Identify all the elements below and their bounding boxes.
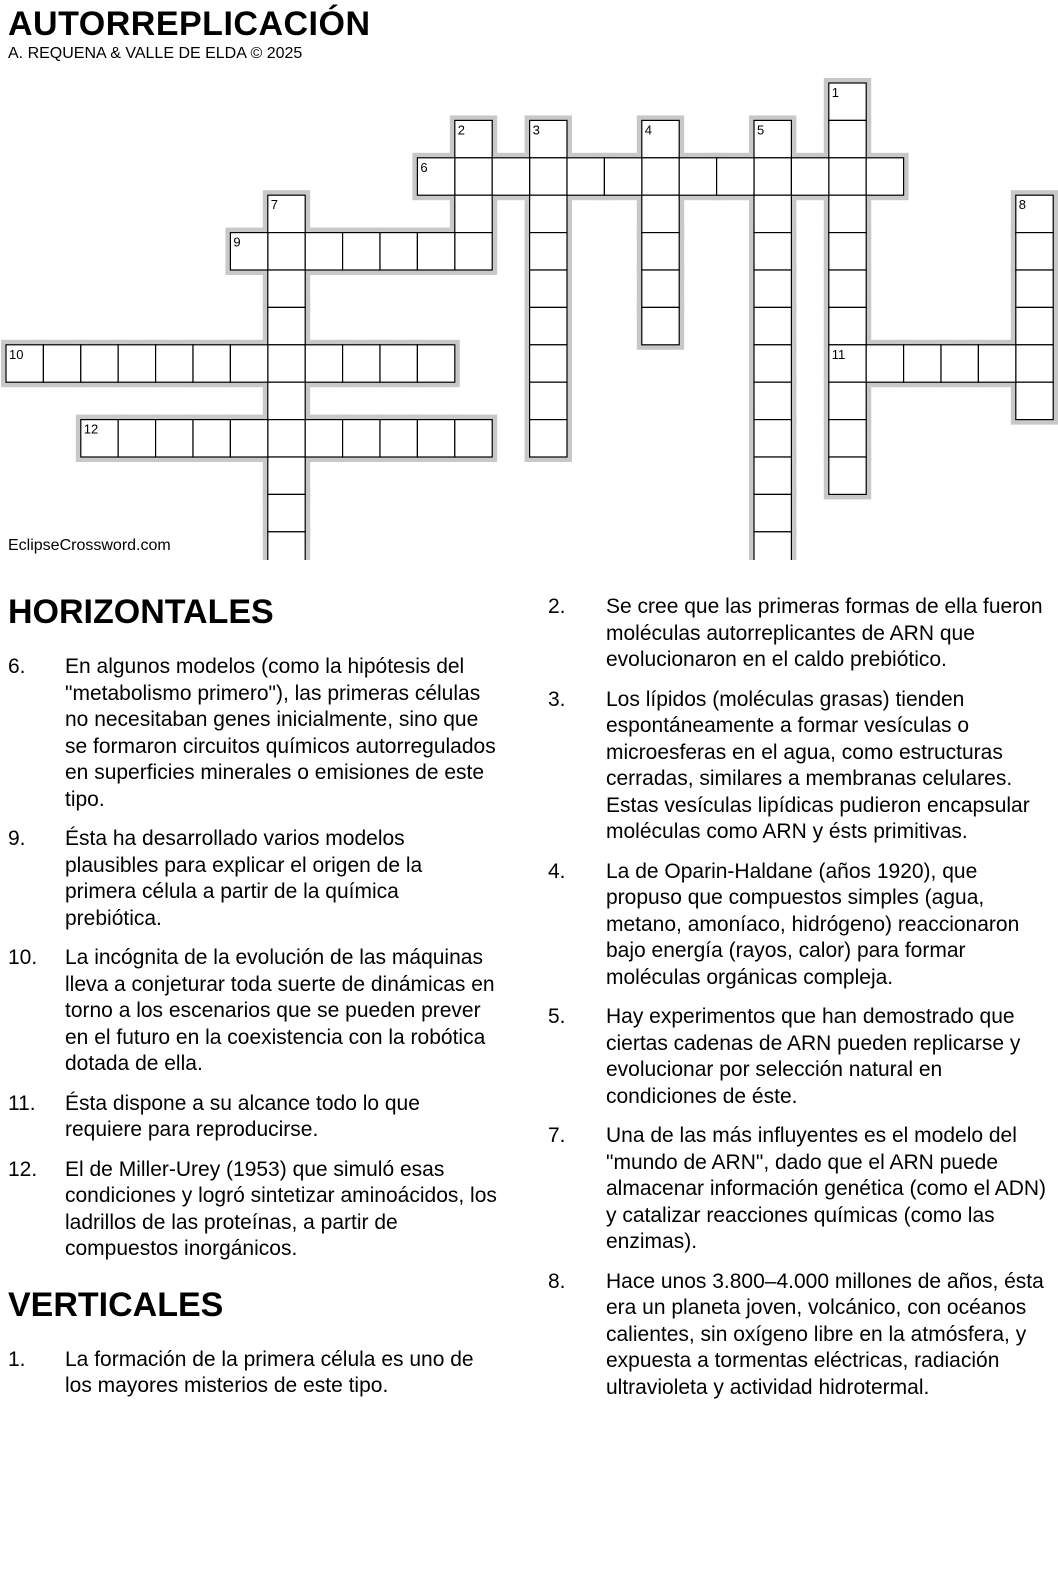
grid-cell[interactable] — [754, 345, 791, 382]
cell-box[interactable] — [754, 382, 791, 419]
cell-box[interactable] — [305, 420, 342, 457]
grid-cell[interactable] — [268, 307, 305, 344]
cell-number: 4 — [644, 122, 653, 138]
grid-cell[interactable] — [754, 494, 791, 531]
grid-cell[interactable] — [829, 457, 866, 494]
clue-text: Hace unos 3.800–4.000 millones de años, ésta era un planeta joven, volcánico, con océanos calientes, sin oxígeno libre en la atmósfera, y expuesta a tormentas eléctricas, radiación ultravioleta y actividad hidrotermal. — [606, 1269, 1044, 1399]
clue-number: 5. — [548, 1005, 566, 1028]
cell-box[interactable] — [530, 307, 567, 344]
cell-number: 12 — [83, 421, 99, 437]
cell-box[interactable] — [380, 345, 417, 382]
grid-cell[interactable] — [417, 158, 454, 195]
cell-number: 10 — [9, 346, 24, 362]
grid-cell[interactable] — [642, 120, 679, 157]
cell-box[interactable] — [754, 494, 791, 531]
clue-text: Ésta dispone a su alcance todo lo que requiere para reproducirse. — [65, 1091, 420, 1141]
grid-cell[interactable] — [455, 195, 492, 232]
cell-box[interactable] — [1016, 270, 1053, 307]
grid-cell[interactable] — [380, 233, 417, 270]
grid-cell[interactable] — [193, 345, 230, 382]
cell-box[interactable] — [193, 345, 230, 382]
cell-box[interactable] — [754, 420, 791, 457]
grid-cell[interactable] — [268, 195, 305, 232]
cell-box[interactable] — [1016, 345, 1053, 382]
grid-cell[interactable] — [829, 382, 866, 419]
grid-cell[interactable] — [866, 158, 903, 195]
clue-number: 12. — [8, 1157, 38, 1181]
down-clue-list-right — [548, 594, 1048, 1401]
grid-cell[interactable] — [829, 83, 866, 120]
cell-box[interactable] — [829, 233, 866, 270]
cell-box[interactable] — [455, 195, 492, 232]
grid-cell[interactable] — [530, 307, 567, 344]
cell-number: 3 — [532, 122, 540, 138]
puzzle-author: A. REQUENA & VALLE DE ELDA © 2025 — [8, 45, 303, 62]
cell-box[interactable] — [642, 195, 679, 232]
grid-cell[interactable] — [829, 270, 866, 307]
cell-box[interactable] — [567, 158, 604, 195]
grid-cell[interactable] — [530, 270, 567, 307]
cell-box[interactable] — [642, 307, 679, 344]
cell-box[interactable] — [829, 270, 866, 307]
clue-text: Ésta ha desarrollado varios modelos plausibles para explicar el origen de la primera célula a partir de la química prebiótica. — [65, 827, 423, 930]
cell-box[interactable] — [417, 345, 454, 382]
grid-cell[interactable] — [492, 158, 529, 195]
grid-cell[interactable] — [268, 457, 305, 494]
cell-number: 8 — [1018, 197, 1027, 213]
footer-credit: EclipseCrossword.com — [8, 537, 171, 554]
cell-box[interactable] — [904, 345, 941, 382]
grid-cell[interactable] — [305, 345, 342, 382]
grid-cell[interactable] — [829, 307, 866, 344]
grid-cell[interactable] — [754, 233, 791, 270]
grid-cell[interactable] — [1016, 345, 1053, 382]
cell-number: 11 — [831, 346, 846, 362]
clue-number: 9. — [8, 827, 26, 850]
cell-box[interactable] — [642, 233, 679, 270]
crossword-grid — [0, 0, 1058, 560]
cell-box[interactable] — [455, 420, 492, 457]
grid-cell[interactable] — [679, 158, 716, 195]
across-heading: HORIZONTALES — [8, 593, 274, 631]
cell-box[interactable] — [156, 345, 193, 382]
cell-box[interactable] — [81, 345, 118, 382]
grid-cell[interactable] — [791, 158, 828, 195]
clue-text: La de Oparin-Haldane (años 1920), que propuso que compuestos simples (agua, metano, amoníaco, hidrógeno) reaccionaron bajo energía (rayos, calor) para formar moléculas orgánicas compleja. — [606, 859, 1020, 989]
cell-box[interactable] — [343, 233, 380, 270]
grid-cell[interactable] — [829, 120, 866, 157]
grid-cell[interactable] — [642, 233, 679, 270]
cell-box[interactable] — [642, 270, 679, 307]
grid-cell[interactable] — [380, 345, 417, 382]
down-clue — [548, 1004, 1048, 1110]
grid-cell[interactable] — [230, 345, 267, 382]
clue-number: 3. — [548, 687, 566, 711]
grid-cell[interactable] — [754, 195, 791, 232]
grid-cell[interactable] — [1016, 270, 1053, 307]
cell-box[interactable] — [193, 420, 230, 457]
grid-cell[interactable] — [754, 270, 791, 307]
grid-cell[interactable] — [118, 345, 155, 382]
cell-box[interactable] — [455, 233, 492, 270]
cell-box[interactable] — [717, 158, 754, 195]
clue-number: 7. — [548, 1124, 566, 1147]
cell-box[interactable] — [268, 307, 305, 344]
cell-number: 7 — [270, 197, 279, 213]
clue-number: 6. — [8, 655, 26, 678]
cell-box[interactable] — [829, 307, 866, 344]
cell-box[interactable] — [754, 307, 791, 344]
down-heading: VERTICALES — [8, 1285, 224, 1324]
grid-cell[interactable] — [417, 345, 454, 382]
puzzle-title: AUTORREPLICACIÓN — [8, 5, 371, 43]
clues-left-column — [8, 590, 498, 1413]
cell-box[interactable] — [305, 345, 342, 382]
grid-cell[interactable] — [829, 195, 866, 232]
grid-cell[interactable] — [904, 345, 941, 382]
grid-cell[interactable] — [754, 158, 791, 195]
cell-box[interactable] — [866, 158, 903, 195]
cell-box[interactable] — [1016, 382, 1053, 419]
cell-box[interactable] — [791, 158, 828, 195]
cell-box[interactable] — [530, 195, 567, 232]
down-clue-list-left — [8, 1347, 498, 1400]
cell-box[interactable] — [829, 382, 866, 419]
grid-cell[interactable] — [343, 420, 380, 457]
grid-cell[interactable] — [417, 233, 454, 270]
grid-cell[interactable] — [530, 195, 567, 232]
down-clue — [548, 1123, 1048, 1256]
cell-box[interactable] — [679, 158, 716, 195]
cell-box[interactable] — [305, 233, 342, 270]
grid-cell[interactable] — [642, 195, 679, 232]
cell-box[interactable] — [754, 457, 791, 494]
grid-cell[interactable] — [380, 420, 417, 457]
clue-text: Una de las más influyentes es el modelo del "mundo de ARN", dado que el ARN puede almacenar información genética (como el ADN) y catalizar reacciones químicas (como las enzimas). — [606, 1124, 1047, 1253]
grid-cell[interactable] — [1016, 382, 1053, 419]
grid-cell[interactable] — [530, 120, 567, 157]
grid-cell[interactable] — [530, 345, 567, 382]
grid-cell[interactable] — [455, 420, 492, 457]
cell-box[interactable] — [268, 457, 305, 494]
grid-cell[interactable] — [156, 345, 193, 382]
grid-cell[interactable] — [754, 307, 791, 344]
cell-box[interactable] — [268, 345, 305, 382]
down-clue — [8, 1347, 498, 1400]
cell-box[interactable] — [268, 382, 305, 419]
grid-cell[interactable] — [230, 420, 267, 457]
grid-cell[interactable] — [268, 345, 305, 382]
grid-cell[interactable] — [118, 420, 155, 457]
clue-text: Se cree que las primeras formas de ella fueron moléculas autorreplicantes de ARN que evolucionaron en el caldo prebiótico. — [606, 595, 1043, 671]
cell-box[interactable] — [1016, 233, 1053, 270]
grid-cell[interactable] — [230, 233, 267, 270]
cell-box[interactable] — [754, 345, 791, 382]
cell-box[interactable] — [268, 270, 305, 307]
grid-cell[interactable] — [268, 494, 305, 531]
cell-box[interactable] — [417, 233, 454, 270]
cell-box[interactable] — [829, 420, 866, 457]
cell-number: 9 — [233, 234, 241, 250]
clue-number: 4. — [548, 859, 566, 883]
cell-box[interactable] — [754, 532, 791, 560]
down-clue — [548, 594, 1048, 674]
cell-box[interactable] — [530, 158, 567, 195]
grid-cell[interactable] — [717, 158, 754, 195]
cell-number: 2 — [457, 122, 466, 138]
cell-number: 6 — [420, 159, 428, 175]
across-clue — [8, 1091, 498, 1144]
clue-number: 1. — [8, 1347, 26, 1371]
across-clue — [8, 654, 498, 813]
cell-box[interactable] — [754, 195, 791, 232]
cell-box[interactable] — [380, 420, 417, 457]
clue-text: Los lípidos (moléculas grasas) tienden espontáneamente a formar vesículas o microesferas en el agua, como estructuras cerradas, similares a membranas celulares. Estas vesículas lipídicas pudieron encapsular moléculas como ARN y ésts primitivas. — [606, 687, 1030, 843]
grid-cell[interactable] — [530, 382, 567, 419]
grid-cell[interactable] — [642, 158, 679, 195]
grid-cell[interactable] — [642, 270, 679, 307]
cell-box[interactable] — [754, 270, 791, 307]
across-clue — [8, 945, 498, 1078]
cell-box[interactable] — [230, 345, 267, 382]
cell-box[interactable] — [829, 457, 866, 494]
cell-box[interactable] — [268, 233, 305, 270]
cell-box[interactable] — [417, 420, 454, 457]
grid-cell[interactable] — [268, 233, 305, 270]
cell-box[interactable] — [829, 158, 866, 195]
grid-cell[interactable] — [642, 307, 679, 344]
grid-cell[interactable] — [268, 420, 305, 457]
grid-cell[interactable] — [268, 382, 305, 419]
down-clue — [548, 859, 1048, 992]
cell-box[interactable] — [604, 158, 641, 195]
grid-cell[interactable] — [43, 345, 80, 382]
cell-box[interactable] — [43, 345, 80, 382]
cell-number: 5 — [757, 122, 765, 138]
grid-cell[interactable] — [268, 270, 305, 307]
cell-box[interactable] — [118, 420, 155, 457]
cell-box[interactable] — [156, 420, 193, 457]
cell-box[interactable] — [492, 158, 529, 195]
grid-cell[interactable] — [417, 420, 454, 457]
cell-box[interactable] — [380, 233, 417, 270]
grid-cell[interactable] — [81, 345, 118, 382]
grid-cell[interactable] — [604, 158, 641, 195]
cell-box[interactable] — [118, 345, 155, 382]
clue-text: La formación de la primera célula es uno de los mayores misterios de este tipo. — [65, 1347, 474, 1397]
cell-box[interactable] — [866, 345, 903, 382]
grid-cell[interactable] — [829, 420, 866, 457]
grid-cell[interactable] — [268, 532, 305, 560]
cell-box[interactable] — [343, 420, 380, 457]
grid-cell[interactable] — [754, 532, 791, 560]
cell-box[interactable] — [530, 420, 567, 457]
grid-cell[interactable] — [455, 233, 492, 270]
grid-cell[interactable] — [530, 233, 567, 270]
cell-number: 1 — [831, 85, 840, 100]
grid-cell[interactable] — [193, 420, 230, 457]
cell-box[interactable] — [530, 345, 567, 382]
grid-cell[interactable] — [941, 345, 978, 382]
cell-box[interactable] — [978, 345, 1015, 382]
grid-cell[interactable] — [305, 233, 342, 270]
grid-cell[interactable] — [343, 345, 380, 382]
clue-text: Hay experimentos que han demostrado que ciertas cadenas de ARN pueden replicarse y evolucionar por selección natural en condiciones de éste. — [606, 1005, 1021, 1108]
clue-number: 2. — [548, 595, 566, 618]
grid-cell[interactable] — [455, 158, 492, 195]
grid-cell[interactable] — [829, 345, 866, 382]
grid-cell[interactable] — [305, 420, 342, 457]
across-clue — [8, 1157, 498, 1263]
cell-box[interactable] — [941, 345, 978, 382]
cell-box[interactable] — [455, 158, 492, 195]
cell-box[interactable] — [829, 195, 866, 232]
cell-box[interactable] — [642, 158, 679, 195]
grid-cell[interactable] — [754, 420, 791, 457]
clue-number: 10. — [8, 946, 38, 969]
grid-cell[interactable] — [829, 233, 866, 270]
cell-box[interactable] — [268, 420, 305, 457]
cell-box[interactable] — [754, 158, 791, 195]
grid-cell[interactable] — [156, 420, 193, 457]
grid-cell[interactable] — [1016, 307, 1053, 344]
cell-box[interactable] — [754, 233, 791, 270]
grid-cell[interactable] — [754, 457, 791, 494]
across-clue-list — [8, 654, 498, 1263]
across-clue — [8, 826, 498, 932]
cell-box[interactable] — [268, 532, 305, 560]
grid-cell[interactable] — [6, 345, 43, 382]
down-clue — [548, 687, 1048, 846]
cell-box[interactable] — [530, 382, 567, 419]
grid-cell[interactable] — [754, 382, 791, 419]
grid-cell[interactable] — [343, 233, 380, 270]
clue-text: El de Miller-Urey (1953) que simuló esas condiciones y logró sintetizar aminoácidos, los ladrillos de las proteínas, a partir de compuestos inorgánicos. — [65, 1157, 497, 1260]
cell-box[interactable] — [530, 270, 567, 307]
grid-cell[interactable] — [829, 158, 866, 195]
clue-number: 11. — [8, 1091, 36, 1115]
grid-cell[interactable] — [866, 345, 903, 382]
grid-cell[interactable] — [978, 345, 1015, 382]
down-clue — [548, 1269, 1048, 1402]
grid-cell[interactable] — [1016, 233, 1053, 270]
grid-cell[interactable] — [455, 120, 492, 157]
grid-cell[interactable] — [754, 120, 791, 157]
clue-text: En algunos modelos (como la hipótesis del "metabolismo primero"), las primeras células no necesitaban genes inicialmente, sino que se formaron circuitos químicos autorregulados en superficies minerales o emisiones de este tipo. — [65, 655, 496, 811]
cell-box[interactable] — [343, 345, 380, 382]
clue-number: 8. — [548, 1269, 566, 1293]
grid-cell[interactable] — [1016, 195, 1053, 232]
grid-cell[interactable] — [530, 158, 567, 195]
cell-box[interactable] — [530, 233, 567, 270]
cell-box[interactable] — [230, 420, 267, 457]
grid-cell[interactable] — [530, 420, 567, 457]
clues-right-column — [548, 594, 1048, 1414]
grid-cell[interactable] — [567, 158, 604, 195]
grid-cell[interactable] — [81, 420, 118, 457]
cell-box[interactable] — [829, 120, 866, 157]
clue-text: La incógnita de la evolución de las máquinas lleva a conjeturar toda suerte de dinámicas en torno a los escenarios que se pueden prever en el futuro en la coexistencia con la robótica dotada de ella. — [65, 946, 495, 1075]
cell-box[interactable] — [1016, 307, 1053, 344]
cell-box[interactable] — [268, 494, 305, 531]
